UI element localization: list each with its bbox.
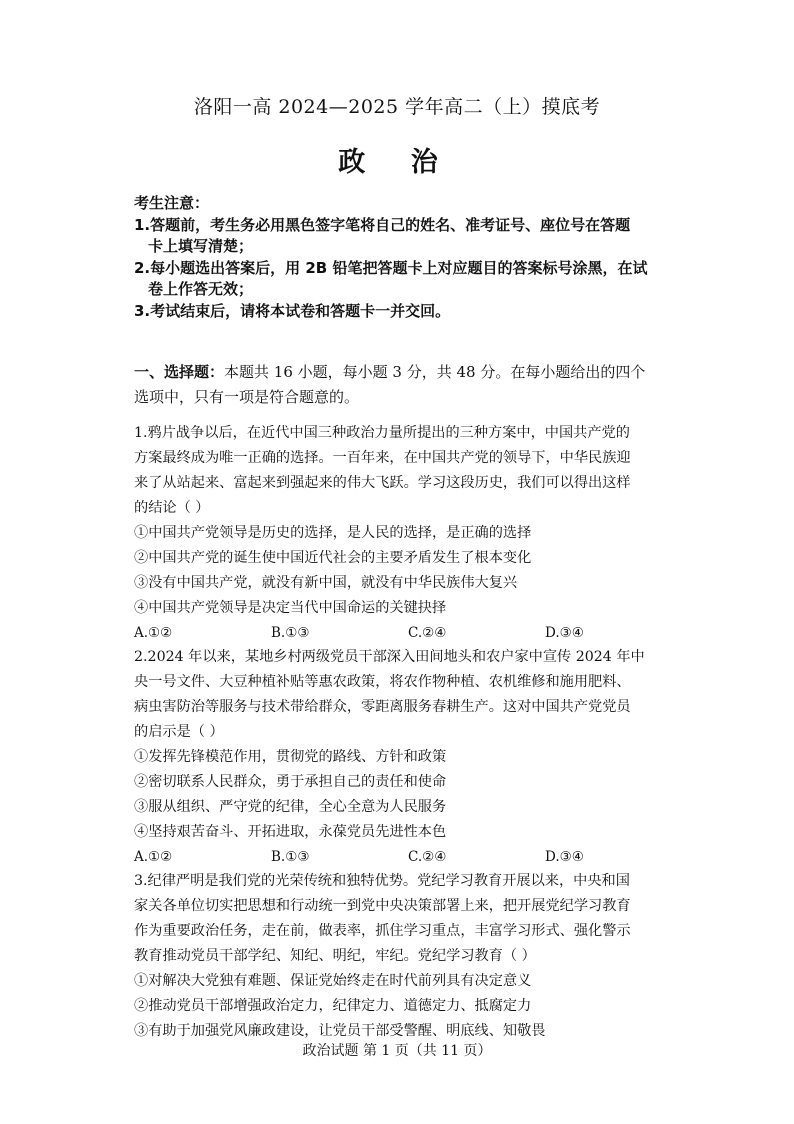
- notice-title: 考生注意：: [134, 194, 210, 212]
- question-stem-line: 方案最终成为唯一正确的选择。一百年来，在中国共产党的领导下，中华民族迎: [134, 450, 631, 466]
- question-stem-line: 来了从站起来、富起来到强起来的伟大飞跃。学习这段历史，我们可以得出这样: [134, 475, 631, 491]
- question-1: [134, 421, 682, 645]
- question-stem-line: 教育推动党员干部学纪、知纪、明纪，牢纪。党纪学习教育（ ）: [134, 948, 536, 964]
- section-instruction-cont: 选项中，只有一项是符合题意的。: [134, 388, 360, 406]
- question-stem-line: 作为重要政治任务，走在前，做表率，抓住学习重点，丰富学习形式、强化警示: [134, 923, 631, 939]
- option-a[interactable]: A.①②: [134, 849, 173, 865]
- option-d[interactable]: D.③④: [545, 625, 584, 641]
- question-stem-line: 2.2024 年以来，某地乡村两级党员干部深入田间地头和农户家中宣传 2024 年中: [134, 649, 645, 665]
- option-c[interactable]: C.②④: [408, 849, 447, 865]
- option-c[interactable]: C.②④: [408, 625, 447, 641]
- statement: ①中国共产党领导是历史的选择，是人民的选择，是正确的选择: [134, 525, 532, 541]
- statement: ①对解决大党独有难题、保证党始终走在时代前列具有决定意义: [134, 973, 532, 989]
- answer-options: [134, 621, 682, 645]
- notice-item: 2.每小题选出答案后，用 2B 铅笔把答题卡上对应题目的答案标号涂黑，在试: [134, 258, 648, 277]
- question-stem-line: 3.纪律严明是我们党的光荣传统和独特优势。党纪学习教育开展以来，中央和国: [134, 873, 630, 889]
- option-a[interactable]: A.①②: [134, 625, 173, 641]
- option-b[interactable]: B.①③: [271, 625, 310, 641]
- question-stem-line: 家关各单位切实把思想和行动统一到党中央决策部署上来，把开展党纪学习教育: [134, 898, 631, 914]
- question-2: [134, 645, 682, 869]
- candidate-notice: [134, 193, 674, 322]
- statement: ④中国共产党领导是决定当代中国命运的关键抉择: [134, 600, 447, 616]
- statement: ②推动党员干部增强政治定力，纪律定力、道德定力、抵腐定力: [134, 998, 532, 1014]
- statement: ④坚持艰苦奋斗、开拓进取，永葆党员先进性本色: [134, 824, 447, 840]
- statement: ③服从组织、严守党的纪律，全心全意为人民服务: [134, 799, 447, 815]
- statement: ②中国共产党的诞生使中国近代社会的主要矛盾发生了根本变化: [134, 550, 532, 566]
- question-stem-line: 1.鸦片战争以后，在近代中国三种政治力量所提出的三种方案中，中国共产党的: [134, 425, 630, 441]
- subject-title: 政 治: [338, 147, 456, 178]
- section-instruction: 本题共 16 小题，每小题 3 分，共 48 分。在每小题给出的四个: [224, 363, 646, 381]
- notice-item: 卷上作答无效；: [148, 280, 254, 298]
- notice-item: 卡上填写清楚；: [148, 237, 254, 255]
- question-stem-line: 的启示是（ ）: [134, 724, 224, 740]
- question-3: [134, 869, 682, 1044]
- question-list: [134, 421, 682, 1044]
- section-heading: [134, 360, 680, 410]
- question-stem-line: 的结论（ ）: [134, 500, 210, 516]
- question-stem-line: 病虫害防治等服务与技术带给群众，零距离服务春耕生产。这对中国共产党党员: [134, 699, 631, 715]
- answer-options: [134, 845, 682, 869]
- exam-header-title: 洛阳一高 2024—2025 学年高二（上）摸底考: [193, 96, 601, 118]
- statement: ③有助于加强党风廉政建设，让党员干部受警醒、明底线、知敬畏: [134, 1023, 546, 1039]
- page-footer: 政治试题 第 1 页（共 11 页）: [302, 1043, 492, 1059]
- question-stem-line: 央一号文件、大豆种植补贴等惠农政策，将农作物种植、农机维修和施用肥料、: [134, 674, 631, 690]
- statement: ③没有中国共产党，就没有新中国，就没有中华民族伟大复兴: [134, 575, 518, 591]
- option-b[interactable]: B.①③: [271, 849, 310, 865]
- option-d[interactable]: D.③④: [545, 849, 584, 865]
- notice-item: 1.答题前，考生务必用黑色签字笔将自己的姓名、准考证号、座位号在答题: [134, 215, 631, 234]
- statement: ②密切联系人民群众，勇于承担自己的责任和使命: [134, 774, 447, 790]
- section-label: 一、选择题：: [134, 363, 225, 381]
- statement: ①发挥先锋模范作用，贯彻党的路线、方针和政策: [134, 749, 447, 765]
- notice-item: 3.考试结束后，请将本试卷和答题卡一并交回。: [134, 301, 451, 320]
